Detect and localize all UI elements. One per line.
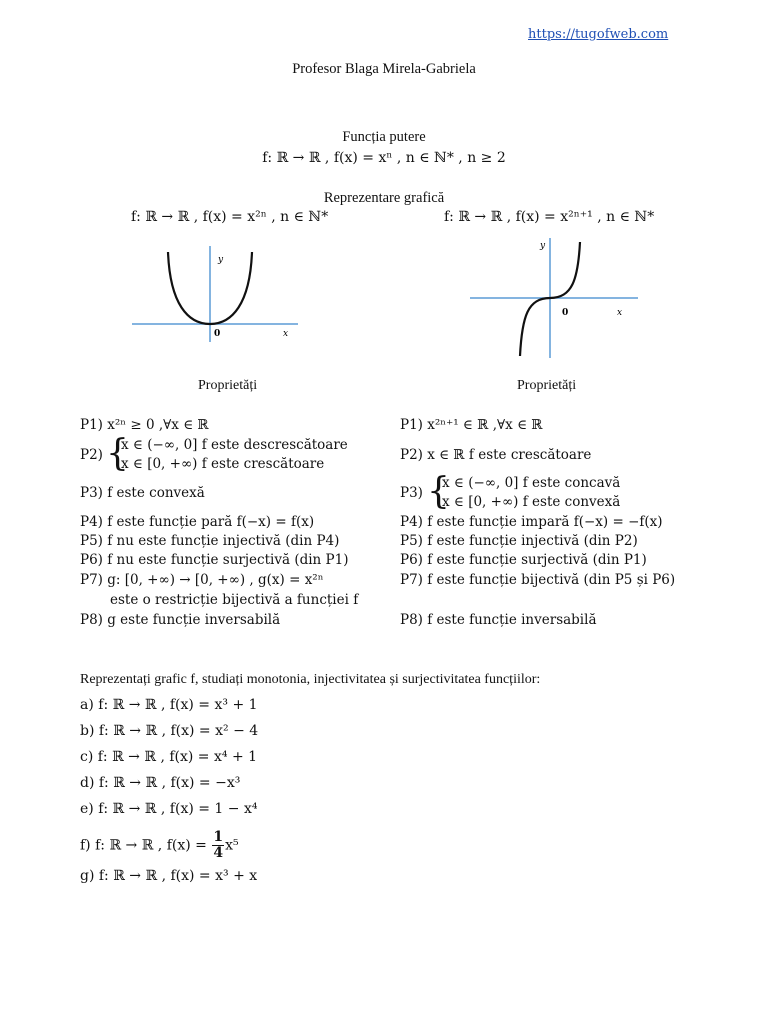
exercise-f-suffix: x⁵ [225, 837, 239, 854]
exercise-c: c) f: ℝ → ℝ , f(x) = x⁴ + 1 [80, 749, 258, 765]
exercise-f-prefix: f) f: ℝ → ℝ , f(x) = [80, 837, 207, 854]
left-properties-heading: Proprietăți [198, 378, 258, 393]
even-power-definition: f: ℝ → ℝ , f(x) = x²ⁿ , n ∈ ℕ* [131, 209, 329, 225]
left-property-p4: P4) f este funcție pară f(−x) = f(x) [80, 514, 315, 530]
exercise-g: g) f: ℝ → ℝ , f(x) = x³ + x [80, 868, 258, 884]
left-property-p5: P5) f nu este funcție injectivă (din P4) [80, 533, 340, 549]
right-property-p5: P5) f este funcție injectivă (din P2) [400, 533, 638, 549]
exercise-d: d) f: ℝ → ℝ , f(x) = −x³ [80, 775, 241, 791]
left-property-p3: P3) f este convexă [80, 485, 205, 501]
right-p3-brace: { [427, 471, 450, 512]
right-property-p7: P7) f este funcție bijectivă (din P5 și P6) [400, 572, 676, 588]
exercise-b: b) f: ℝ → ℝ , f(x) = x² − 4 [80, 723, 259, 739]
author-name: Profesor Blaga Mirela-Gabriela [292, 61, 476, 77]
left-property-p1: P1) x²ⁿ ≥ 0 ,∀x ∈ ℝ [80, 417, 209, 433]
left-property-p2-label: P2) [80, 447, 103, 463]
right-property-p3-line1: x ∈ (−∞, 0] f este concavă [442, 475, 621, 491]
left-property-p6: P6) f nu este funcție surjectivă (din P1) [80, 552, 349, 568]
origin-label: 0 [214, 329, 221, 339]
exercise-e: e) f: ℝ → ℝ , f(x) = 1 − x⁴ [80, 801, 258, 817]
x-axis-label: x [283, 329, 289, 339]
page-title: Funcția putere [342, 129, 426, 145]
origin-label: 0 [562, 308, 569, 318]
left-property-p7: P7) g: [0, +∞) → [0, +∞) , g(x) = x²ⁿ [80, 572, 324, 588]
function-definition: f: ℝ → ℝ , f(x) = xⁿ , n ∈ ℕ* , n ≥ 2 [262, 150, 506, 166]
right-properties-heading: Proprietăți [517, 378, 577, 393]
right-property-p3-line2: x ∈ [0, +∞) f este convexă [442, 494, 621, 510]
graph-heading: Reprezentare grafică [323, 190, 445, 206]
y-axis-label: y [218, 255, 224, 265]
website-link[interactable]: https://tugofweb.com [528, 27, 669, 42]
right-property-p4: P4) f este funcție impară f(−x) = −f(x) [400, 514, 663, 530]
right-property-p2: P2) x ∈ ℝ f este crescătoare [400, 447, 592, 463]
left-property-p7-continuation: este o restricție bijectivă a funcției f [110, 592, 359, 608]
right-property-p3-label: P3) [400, 485, 423, 501]
exercise-f-fraction [212, 830, 224, 861]
left-p2-brace: { [106, 433, 129, 474]
exercise-f [80, 830, 239, 861]
even-power-graph [128, 244, 308, 344]
fraction-denominator: 4 [213, 845, 224, 861]
left-property-p2-line2: x ∈ [0, +∞) f este crescătoare [121, 456, 325, 472]
odd-power-graph [468, 236, 648, 360]
right-property-p6: P6) f este funcție surjectivă (din P1) [400, 552, 647, 568]
odd-power-definition: f: ℝ → ℝ , f(x) = x²ⁿ⁺¹ , n ∈ ℕ* [444, 209, 655, 225]
exercise-a: a) f: ℝ → ℝ , f(x) = x³ + 1 [80, 697, 258, 713]
x-axis-label: x [617, 308, 623, 318]
y-axis-label: y [540, 241, 546, 251]
fraction-numerator: 1 [213, 829, 224, 845]
right-property-p1: P1) x²ⁿ⁺¹ ∈ ℝ ,∀x ∈ ℝ [400, 417, 543, 433]
exercise-instruction: Reprezentați grafic f, studiați monotonia, injectivitatea și surjectivitatea funcțiilor: [80, 672, 541, 687]
left-property-p2-line1: x ∈ (−∞, 0] f este descrescătoare [121, 437, 348, 453]
right-property-p8: P8) f este funcție inversabilă [400, 612, 597, 628]
left-property-p8: P8) g este funcție inversabilă [80, 612, 281, 628]
